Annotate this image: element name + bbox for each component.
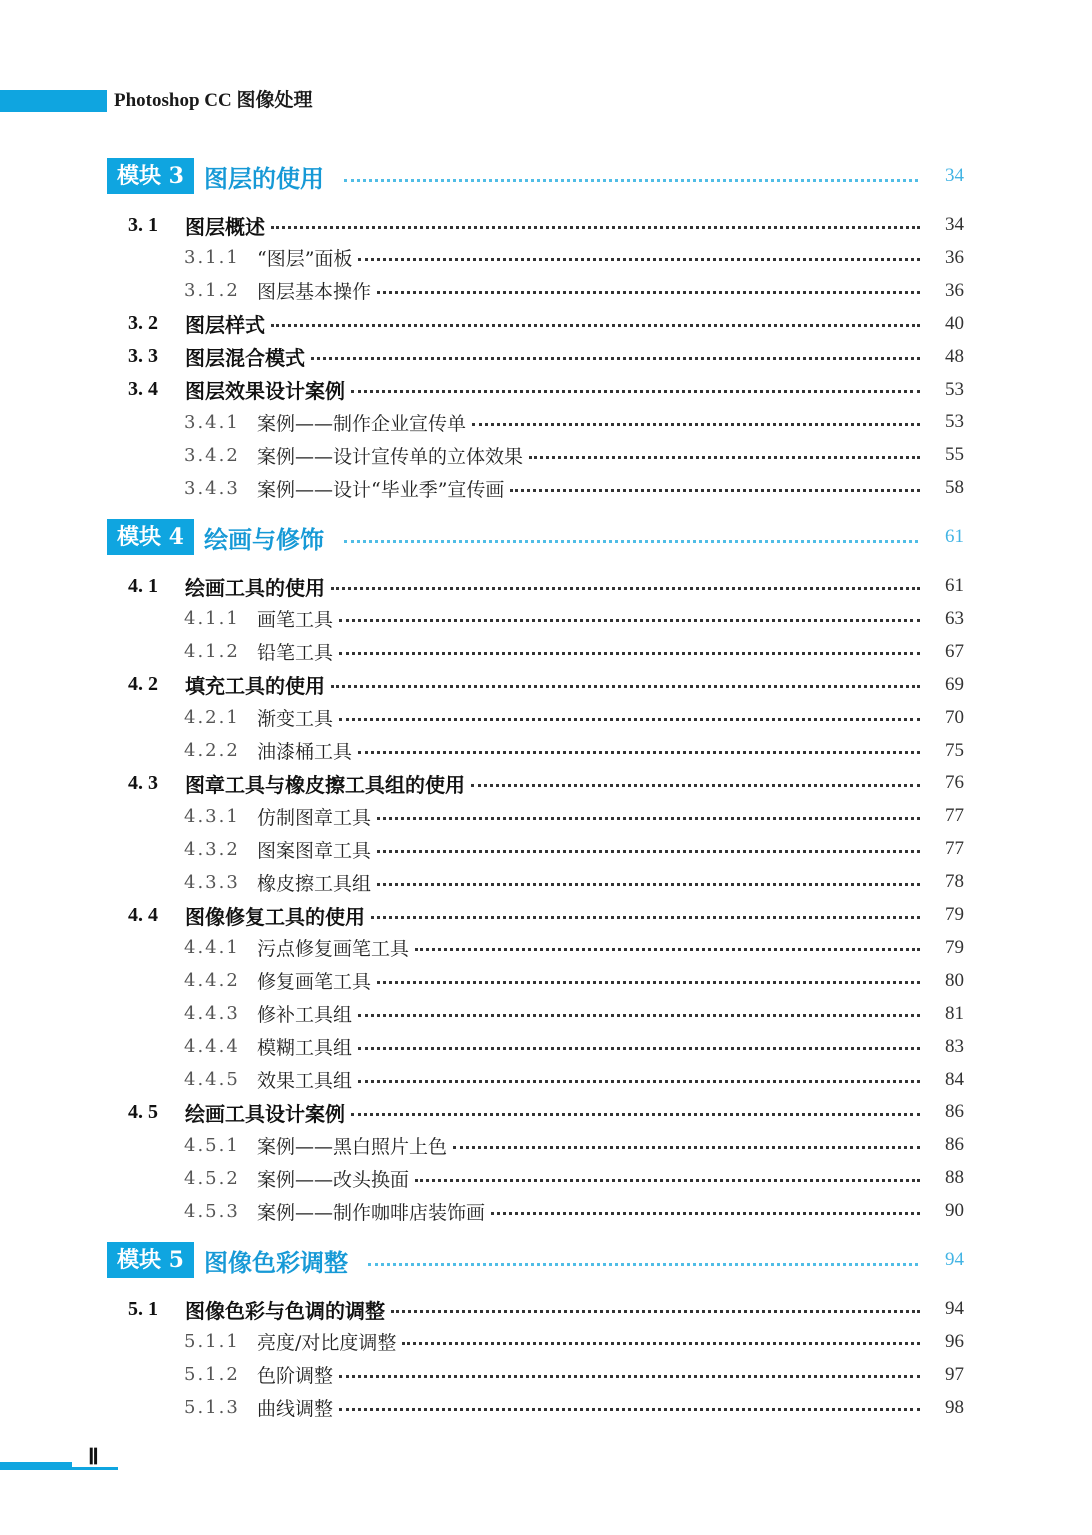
- entry-page-number: 78: [945, 871, 964, 893]
- entry-title: 亮度/对比度调整: [257, 1332, 397, 1355]
- entry-title: 铅笔工具: [257, 642, 334, 665]
- leader-dots: [415, 1165, 920, 1182]
- leader-dots: [358, 1033, 920, 1050]
- entry-page-number: 53: [945, 411, 964, 433]
- module-page-number: 34: [945, 165, 964, 186]
- leader-dots: [358, 737, 920, 754]
- entry-title: 图层概述: [185, 214, 265, 239]
- entry-number: 4.3.3: [184, 871, 240, 893]
- entry-page-number: 90: [945, 1200, 964, 1222]
- entry-page-number: 61: [945, 575, 964, 596]
- toc-subsection[interactable]: [0, 637, 964, 667]
- entry-page-number: 36: [945, 279, 964, 301]
- entry-number: 3.4.2: [184, 444, 240, 466]
- toc-subsection[interactable]: [0, 1065, 964, 1095]
- toc-subsection[interactable]: [0, 243, 964, 273]
- toc-subsection[interactable]: [0, 1393, 964, 1423]
- entry-title: 案例——设计宣传单的立体效果: [257, 445, 524, 468]
- toc-subsection[interactable]: [0, 276, 964, 306]
- leader-dots: [377, 869, 920, 886]
- leader-dots: [339, 638, 920, 655]
- entry-number: 4. 5: [128, 1100, 158, 1123]
- leader-dots: [377, 277, 920, 294]
- entry-title: 绘画工具的使用: [185, 575, 325, 600]
- leader-dots: [358, 244, 920, 261]
- toc-section[interactable]: [0, 342, 964, 372]
- entry-page-number: 96: [945, 1330, 964, 1352]
- entry-number: 4.4.5: [184, 1069, 240, 1090]
- entry-title: 油漆桶工具: [257, 741, 353, 763]
- entry-number: 4.2.2: [184, 740, 240, 761]
- entry-page-number: 80: [945, 969, 964, 991]
- leader-dots: [344, 520, 918, 543]
- entry-title: 案例——制作企业宣传单: [257, 412, 467, 435]
- entry-page-number: 55: [945, 444, 964, 466]
- module-page-number: 61: [945, 526, 964, 547]
- page-number: Ⅱ: [88, 1444, 99, 1469]
- toc-subsection[interactable]: [0, 1163, 964, 1193]
- entry-title: 图章工具与橡皮擦工具组的使用: [185, 772, 465, 797]
- leader-dots: [271, 310, 920, 327]
- leader-dots: [415, 934, 920, 951]
- entry-number: 4.4.1: [184, 937, 240, 959]
- leader-dots: [391, 1296, 920, 1313]
- leader-dots: [402, 1328, 920, 1345]
- leader-dots: [358, 1000, 920, 1017]
- entry-number: 5.1.1: [184, 1331, 240, 1353]
- toc-subsection[interactable]: [0, 1360, 964, 1390]
- leader-dots: [358, 1066, 920, 1083]
- leader-dots: [331, 671, 920, 688]
- module-heading[interactable]: [107, 517, 964, 557]
- leader-dots: [351, 1099, 920, 1116]
- module-title: 图层的使用: [203, 163, 324, 193]
- entry-page-number: 77: [945, 838, 964, 860]
- toc-subsection[interactable]: [0, 1130, 964, 1160]
- entry-page-number: 81: [945, 1002, 964, 1024]
- toc-subsection[interactable]: [0, 1196, 964, 1226]
- entry-title: 修补工具组: [257, 1004, 353, 1027]
- entry-title: 绘画工具设计案例: [185, 1101, 345, 1126]
- leader-dots: [472, 409, 920, 426]
- entry-page-number: 75: [945, 739, 964, 761]
- entry-number: 5.1.2: [184, 1364, 240, 1386]
- leader-dots: [339, 1361, 920, 1378]
- entry-title: 图层混合模式: [185, 346, 305, 371]
- entry-title: 修复画笔工具: [257, 971, 372, 994]
- leader-dots: [339, 704, 920, 721]
- leader-dots: [471, 770, 920, 787]
- entry-title: 填充工具的使用: [185, 674, 325, 699]
- entry-page-number: 97: [945, 1363, 964, 1385]
- entry-title: 图像修复工具的使用: [185, 904, 365, 929]
- toc-subsection[interactable]: [0, 801, 964, 831]
- leader-dots: [377, 803, 920, 820]
- leader-dots: [453, 1132, 920, 1149]
- leader-dots: [331, 573, 920, 590]
- toc-subsection[interactable]: [0, 966, 964, 996]
- module-heading[interactable]: [107, 156, 964, 196]
- entry-number: 4. 3: [128, 771, 158, 794]
- entry-number: 4.4.3: [184, 1003, 240, 1025]
- entry-number: 3. 2: [128, 312, 158, 335]
- toc-subsection[interactable]: [0, 604, 964, 634]
- toc-section[interactable]: [0, 210, 964, 240]
- entry-title: 模糊工具组: [257, 1037, 353, 1060]
- entry-number: 4.5.3: [184, 1200, 240, 1222]
- entry-number: 4.4.2: [184, 970, 240, 992]
- entry-title: 效果工具组: [257, 1070, 353, 1092]
- entry-title: 仿制图章工具: [257, 806, 372, 829]
- entry-number: 3.4.3: [184, 477, 240, 499]
- toc-subsection[interactable]: [0, 999, 964, 1029]
- entry-title: 图层样式: [185, 313, 265, 338]
- entry-title: 案例——改头换面: [257, 1168, 410, 1191]
- entry-number: 4.1.2: [184, 641, 240, 663]
- entry-page-number: 40: [945, 312, 964, 334]
- entry-number: 4. 2: [128, 673, 158, 696]
- module-heading[interactable]: [107, 1240, 964, 1280]
- entry-page-number: 86: [945, 1101, 964, 1123]
- module-title: 绘画与修饰: [203, 524, 324, 554]
- leader-dots: [377, 967, 920, 984]
- toc-subsection[interactable]: [0, 440, 964, 470]
- entry-number: 3. 1: [128, 213, 158, 236]
- entry-number: 4.5.2: [184, 1167, 240, 1189]
- toc-section[interactable]: [0, 900, 964, 930]
- entry-number: 3.4.1: [184, 411, 240, 433]
- entry-number: 5. 1: [128, 1297, 158, 1320]
- entry-page-number: 79: [945, 904, 964, 925]
- toc-subsection[interactable]: [0, 834, 964, 864]
- toc-section[interactable]: [0, 1097, 964, 1127]
- toc-subsection[interactable]: [0, 933, 964, 963]
- entry-page-number: 53: [945, 378, 964, 400]
- book-title: Photoshop CC 图像处理: [114, 90, 313, 111]
- entry-page-number: 63: [945, 607, 964, 629]
- entry-title: 图层效果设计案例: [185, 379, 345, 403]
- entry-page-number: 77: [945, 805, 964, 827]
- toc-subsection[interactable]: [0, 407, 964, 437]
- header-accent-bar: [0, 90, 107, 112]
- entry-title: 橡皮擦工具组: [257, 872, 372, 895]
- entry-title: 案例——黑白照片上色: [257, 1135, 448, 1158]
- toc-subsection[interactable]: [0, 736, 964, 766]
- entry-page-number: 79: [945, 936, 964, 958]
- entry-title: 案例——设计“毕业季”宣传画: [257, 478, 505, 501]
- toc-subsection[interactable]: [0, 703, 964, 733]
- toc-subsection[interactable]: [0, 867, 964, 897]
- toc-section[interactable]: [0, 670, 964, 700]
- entry-title: 渐变工具: [257, 708, 334, 731]
- toc-section[interactable]: [0, 768, 964, 798]
- entry-title: 图案图章工具: [257, 839, 372, 862]
- leader-dots: [344, 159, 918, 182]
- entry-page-number: 36: [945, 246, 964, 268]
- entry-page-number: 58: [945, 477, 964, 499]
- entry-page-number: 69: [945, 673, 964, 695]
- entry-page-number: 48: [945, 345, 964, 367]
- entry-title: 图像色彩与色调的调整: [185, 1298, 385, 1323]
- leader-dots: [351, 376, 920, 393]
- leader-dots: [271, 212, 920, 229]
- footer-accent-line: [0, 1467, 118, 1470]
- entry-page-number: 86: [945, 1134, 964, 1156]
- leader-dots: [311, 343, 920, 360]
- toc-subsection[interactable]: [0, 1327, 964, 1357]
- entry-title: 曲线调整: [257, 1398, 334, 1421]
- entry-number: 4. 4: [128, 903, 158, 926]
- entry-title: 案例——制作咖啡店装饰画: [257, 1201, 486, 1224]
- module-badge: 模块 4: [107, 519, 194, 555]
- entry-title: 色阶调整: [257, 1365, 334, 1388]
- entry-number: 3. 4: [128, 378, 158, 400]
- leader-dots: [491, 1198, 920, 1215]
- toc-section[interactable]: [0, 1294, 964, 1324]
- entry-title: 图层基本操作: [257, 281, 372, 304]
- entry-number: 4.5.1: [184, 1134, 240, 1156]
- module-badge: 模块 5: [107, 1242, 194, 1278]
- entry-number: 3. 3: [128, 345, 158, 368]
- entry-title: 污点修复画笔工具: [257, 938, 410, 961]
- entry-number: 4.4.4: [184, 1036, 240, 1058]
- leader-dots: [339, 605, 920, 622]
- entry-number: 4. 1: [128, 574, 158, 597]
- module-badge: 模块 3: [107, 158, 194, 194]
- entry-page-number: 83: [945, 1035, 964, 1057]
- entry-number: 4.2.1: [184, 707, 240, 729]
- module-title: 图像色彩调整: [203, 1247, 348, 1277]
- entry-number: 3.1.1: [184, 247, 240, 269]
- entry-page-number: 98: [945, 1396, 964, 1418]
- module-page-number: 94: [945, 1249, 964, 1270]
- entry-page-number: 76: [945, 772, 964, 794]
- toc-section[interactable]: [0, 375, 964, 405]
- leader-dots: [529, 442, 920, 459]
- entry-title: “图层”面板: [257, 248, 353, 271]
- toc-section[interactable]: [0, 309, 964, 339]
- leader-dots: [371, 902, 920, 919]
- entry-page-number: 34: [945, 214, 964, 235]
- entry-number: 5.1.3: [184, 1397, 240, 1419]
- entry-page-number: 94: [945, 1298, 964, 1319]
- entry-title: 画笔工具: [257, 609, 334, 632]
- leader-dots: [368, 1243, 918, 1266]
- entry-page-number: 70: [945, 706, 964, 728]
- entry-page-number: 84: [945, 1068, 964, 1090]
- entry-page-number: 67: [945, 640, 964, 662]
- entry-number: 4.3.1: [184, 805, 240, 827]
- toc-subsection[interactable]: [0, 473, 964, 503]
- leader-dots: [510, 475, 920, 492]
- entry-number: 4.3.2: [184, 838, 240, 860]
- leader-dots: [377, 836, 920, 853]
- entry-page-number: 88: [945, 1167, 964, 1189]
- toc-section[interactable]: [0, 571, 964, 601]
- leader-dots: [339, 1394, 920, 1411]
- entry-number: 4.1.1: [184, 608, 240, 630]
- toc-subsection[interactable]: [0, 1032, 964, 1062]
- entry-number: 3.1.2: [184, 280, 240, 302]
